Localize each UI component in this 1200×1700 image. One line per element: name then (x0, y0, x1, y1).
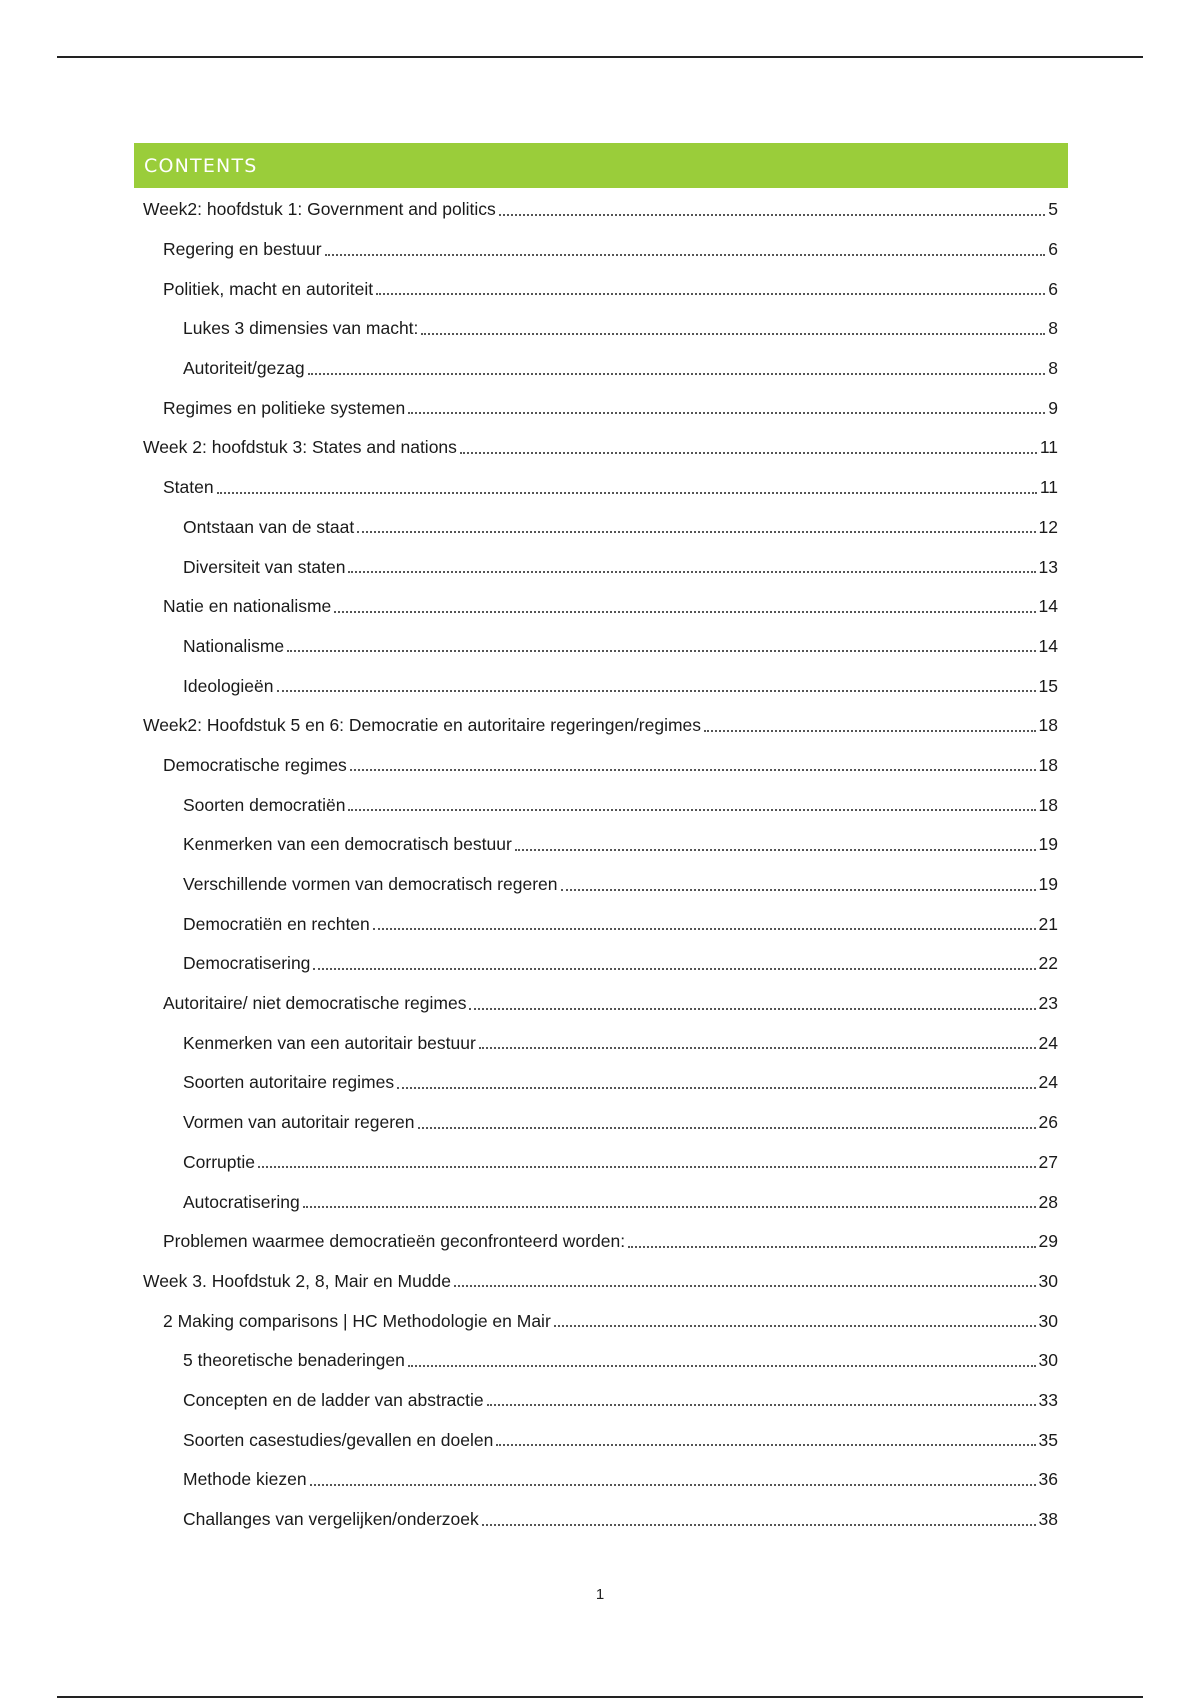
toc-entry-level-3[interactable] (134, 1381, 1058, 1421)
toc-entry-title: Staten (163, 477, 214, 498)
toc-dot-leader (454, 1285, 1036, 1287)
toc-entry-title: Regering en bestuur (163, 239, 322, 260)
toc-entry-page-number: 30 (1038, 1310, 1058, 1331)
toc-entry-page-number: 36 (1038, 1469, 1058, 1490)
toc-dot-leader (479, 1047, 1036, 1049)
toc-dot-leader (554, 1325, 1036, 1327)
toc-entry-title: Corruptie (183, 1151, 255, 1172)
toc-entry-level-1[interactable] (134, 190, 1058, 230)
toc-dot-leader (325, 254, 1046, 256)
toc-entry-page-number: 24 (1038, 1032, 1058, 1053)
toc-dot-leader (628, 1246, 1035, 1248)
toc-entry-title: Ideologieën (183, 675, 274, 696)
toc-entry-title: Week 2: hoofdstuk 3: States and nations (143, 437, 457, 458)
toc-entry-level-3[interactable] (134, 1182, 1058, 1222)
toc-entry-level-3[interactable] (134, 785, 1058, 825)
toc-entry-page-number: 33 (1038, 1389, 1058, 1410)
toc-entry-level-2[interactable] (134, 1301, 1058, 1341)
toc-entry-level-3[interactable] (134, 944, 1058, 984)
toc-dot-leader (217, 492, 1037, 494)
toc-dot-leader (460, 452, 1037, 454)
toc-entry-title: Week 3. Hoofdstuk 2, 8, Mair en Mudde (143, 1270, 452, 1291)
toc-entry-level-2[interactable] (134, 269, 1058, 309)
toc-entry-level-3[interactable] (134, 508, 1058, 548)
toc-dot-leader (496, 1444, 1035, 1446)
toc-entry-title: Diversiteit van staten (183, 556, 346, 577)
contents-heading-bar (134, 143, 1068, 188)
toc-dot-leader (303, 1206, 1036, 1208)
toc-entry-page-number: 5 (1048, 199, 1058, 220)
toc-entry-page-number: 15 (1038, 675, 1058, 696)
toc-entry-title: Democratische regimes (163, 754, 347, 775)
toc-entry-level-3[interactable] (134, 865, 1058, 905)
toc-entry-title: Democratisering (183, 953, 311, 974)
toc-dot-leader (287, 650, 1035, 652)
toc-dot-leader (704, 730, 1036, 732)
toc-entry-level-2[interactable] (134, 587, 1058, 627)
toc-dot-leader (357, 531, 1035, 533)
table-of-contents (134, 190, 1058, 1539)
footer-rule (57, 1696, 1143, 1698)
toc-entry-page-number: 18 (1038, 794, 1058, 815)
toc-entry-level-1[interactable] (134, 706, 1058, 746)
toc-dot-leader (397, 1087, 1035, 1089)
toc-entry-title: Soorten democratiën (183, 794, 346, 815)
toc-dot-leader (482, 1524, 1036, 1526)
toc-entry-title: Soorten autoritaire regimes (183, 1072, 395, 1093)
toc-entry-page-number: 19 (1038, 834, 1058, 855)
toc-dot-leader (308, 373, 1046, 375)
toc-entry-level-1[interactable] (134, 428, 1058, 468)
toc-dot-leader (421, 333, 1045, 335)
toc-dot-leader (487, 1404, 1036, 1406)
toc-entry-title: Vormen van autoritair regeren (183, 1112, 415, 1133)
toc-entry-level-3[interactable] (134, 1143, 1058, 1183)
toc-entry-title: Challanges van vergelijken/onderzoek (183, 1509, 479, 1530)
toc-entry-page-number: 35 (1038, 1429, 1058, 1450)
toc-entry-page-number: 29 (1038, 1231, 1058, 1252)
toc-entry-title: Week2: Hoofdstuk 5 en 6: Democratie en autoritaire regeringen/regimes (143, 715, 702, 736)
toc-dot-leader (561, 889, 1036, 891)
toc-dot-leader (334, 611, 1035, 613)
toc-entry-title: Autocratisering (183, 1191, 300, 1212)
toc-entry-title: Kenmerken van een autoritair bestuur (183, 1032, 476, 1053)
toc-entry-level-3[interactable] (134, 825, 1058, 865)
toc-entry-title: Regimes en politieke systemen (163, 397, 406, 418)
toc-entry-page-number: 12 (1038, 516, 1058, 537)
toc-entry-level-3[interactable] (134, 1460, 1058, 1500)
toc-dot-leader (515, 849, 1036, 851)
toc-entry-level-2[interactable] (134, 468, 1058, 508)
toc-entry-page-number: 18 (1038, 715, 1058, 736)
toc-entry-level-2[interactable] (134, 746, 1058, 786)
toc-dot-leader (348, 571, 1035, 573)
toc-entry-level-3[interactable] (134, 904, 1058, 944)
header-rule (57, 56, 1143, 58)
toc-entry-page-number: 30 (1038, 1270, 1058, 1291)
toc-entry-title: 5 theoretische benaderingen (183, 1350, 405, 1371)
toc-entry-page-number: 14 (1038, 596, 1058, 617)
page-number: 1 (595, 1586, 605, 1603)
toc-entry-title: Problemen waarmee democratieën geconfronteerd worden: (163, 1231, 626, 1252)
toc-entry-level-3[interactable] (134, 1023, 1058, 1063)
toc-entry-page-number: 11 (1039, 477, 1058, 498)
toc-dot-leader (376, 293, 1045, 295)
toc-entry-page-number: 9 (1048, 397, 1058, 418)
toc-entry-title: Democratiën en rechten (183, 913, 370, 934)
toc-entry-page-number: 30 (1038, 1350, 1058, 1371)
toc-entry-title: Week2: hoofdstuk 1: Government and politics (143, 199, 496, 220)
toc-entry-level-1[interactable] (134, 1262, 1058, 1302)
toc-entry-level-2[interactable] (134, 984, 1058, 1024)
toc-entry-title: Autoritaire/ niet democratische regimes (163, 993, 467, 1014)
toc-entry-level-3[interactable] (134, 1500, 1058, 1540)
toc-entry-page-number: 27 (1038, 1151, 1058, 1172)
toc-entry-page-number: 13 (1038, 556, 1058, 577)
toc-entry-title: 2 Making comparisons | HC Methodologie en Mair (163, 1310, 551, 1331)
toc-dot-leader (310, 1484, 1036, 1486)
toc-entry-title: Verschillende vormen van democratisch regeren (183, 874, 558, 895)
toc-entry-page-number: 28 (1038, 1191, 1058, 1212)
toc-entry-page-number: 6 (1048, 239, 1058, 260)
toc-entry-title: Ontstaan van de staat (183, 516, 355, 537)
toc-entry-level-3[interactable] (134, 1341, 1058, 1381)
toc-entry-page-number: 8 (1048, 358, 1058, 379)
toc-dot-leader (373, 928, 1036, 930)
toc-entry-level-3[interactable] (134, 309, 1058, 349)
toc-entry-title: Methode kiezen (183, 1469, 307, 1490)
toc-entry-level-3[interactable] (134, 666, 1058, 706)
toc-entry-level-2[interactable] (134, 388, 1058, 428)
toc-dot-leader (258, 1166, 1036, 1168)
toc-dot-leader (277, 690, 1036, 692)
toc-dot-leader (348, 809, 1035, 811)
toc-dot-leader (350, 769, 1036, 771)
toc-entry-title: Soorten casestudies/gevallen en doelen (183, 1429, 494, 1450)
toc-entry-page-number: 22 (1038, 953, 1058, 974)
toc-entry-level-2[interactable] (134, 230, 1058, 270)
toc-entry-page-number: 18 (1038, 754, 1058, 775)
toc-dot-leader (469, 1008, 1035, 1010)
toc-entry-level-3[interactable] (134, 349, 1058, 389)
toc-entry-title: Kenmerken van een democratisch bestuur (183, 834, 512, 855)
toc-entry-page-number: 14 (1038, 635, 1058, 656)
toc-entry-level-3[interactable] (134, 1063, 1058, 1103)
toc-entry-level-2[interactable] (134, 1222, 1058, 1262)
toc-entry-page-number: 26 (1038, 1112, 1058, 1133)
toc-entry-title: Natie en nationalisme (163, 596, 332, 617)
toc-entry-level-3[interactable] (134, 627, 1058, 667)
toc-dot-leader (499, 214, 1045, 216)
toc-dot-leader (408, 412, 1045, 414)
contents-heading: CONTENTS (144, 154, 258, 177)
toc-dot-leader (408, 1365, 1036, 1367)
toc-entry-page-number: 11 (1039, 437, 1058, 458)
toc-entry-title: Nationalisme (183, 635, 285, 656)
toc-entry-page-number: 23 (1038, 993, 1058, 1014)
toc-entry-level-3[interactable] (134, 1103, 1058, 1143)
toc-entry-title: Politiek, macht en autoriteit (163, 278, 374, 299)
toc-dot-leader (313, 968, 1035, 970)
toc-entry-page-number: 38 (1038, 1509, 1058, 1530)
toc-entry-page-number: 24 (1038, 1072, 1058, 1093)
toc-entry-page-number: 19 (1038, 874, 1058, 895)
toc-entry-page-number: 8 (1048, 318, 1058, 339)
toc-entry-level-3[interactable] (134, 1420, 1058, 1460)
toc-entry-title: Lukes 3 dimensies van macht: (183, 318, 419, 339)
toc-entry-page-number: 21 (1038, 913, 1058, 934)
toc-dot-leader (418, 1127, 1036, 1129)
toc-entry-title: Concepten en de ladder van abstractie (183, 1389, 484, 1410)
toc-entry-page-number: 6 (1048, 278, 1058, 299)
toc-entry-level-3[interactable] (134, 547, 1058, 587)
toc-entry-title: Autoriteit/gezag (183, 358, 305, 379)
